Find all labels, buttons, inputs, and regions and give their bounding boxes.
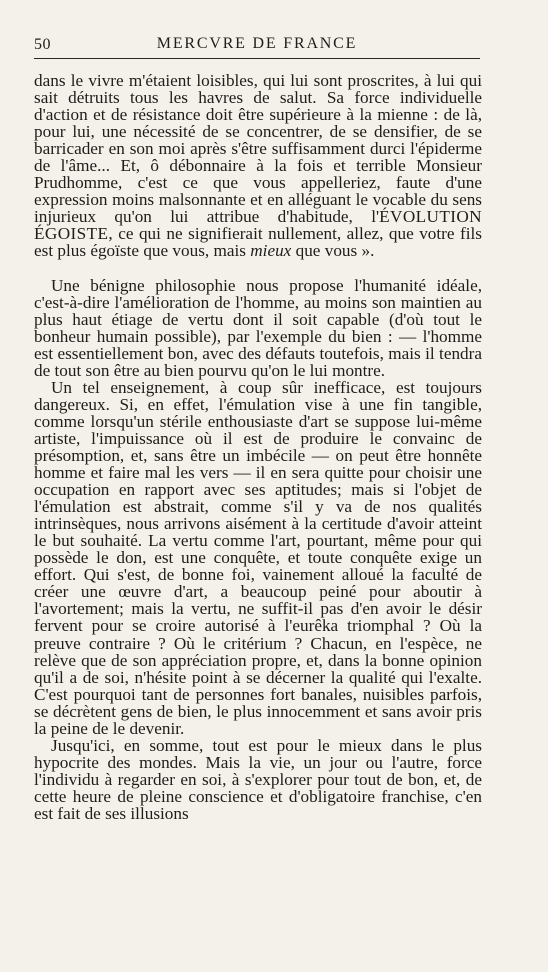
page-header <box>34 34 480 59</box>
paragraph-1-smallcaps: ÉVOLUTION ÉGOISTE <box>34 207 482 244</box>
paragraph-1-prefix: dans le vivre m'étaient loisibles, qui lui sont proscrites, à lui qui sait détruits tous les havres de salut. Sa force individuelle d'action et de résistance doit être supérieure à la mienne : de là, pour lui, une nécessité de se concentrer, de se densifier, de se barricader en son moi après s'être suffisamment durci l'épiderme de l'âme... Et, ô débonnaire à la fois et terrible Monsieur Prudhomme, c'est ce que vous appelleriez, faute d'une expression moins malsonnante et en alléguant le vocable du sens injurieux qu'on lui attribue d'habitude, l' <box>34 71 482 227</box>
article-body <box>34 72 482 822</box>
paragraph-1-middle: , ce qui ne signifierait nullement, allez, que votre fils est plus égoïste que vous, mais <box>34 224 482 261</box>
paragraph-1 <box>34 72 482 260</box>
paragraph-1-italic: mieux <box>250 241 292 261</box>
running-head-title: MERCVRE DE FRANCE <box>156 35 358 52</box>
page-number: 50 <box>34 36 51 53</box>
paragraph-2: Une bénigne philosophie nous propose l'humanité idéale, c'est-à-dire l'amélioration de l'homme, au moins son maintien au plus haut étiage de vertu dont il soit capable (d'où tout le bonheur humain possible), par l'exemple du bien : — l'homme est essentiellement bon, avec des défauts toutefois, mais il tendra de tout son être au bien pourvu qu'on le lui montre. <box>34 275 482 380</box>
paragraph-4: Jusqu'ici, en somme, tout est pour le mieux dans le plus hypocrite des mondes. Mais la vie, un jour ou l'autre, force l'individu à regarder en soi, à s'explorer pour tout de bon, et, de cette heure de pleine conscience et d'obligatoire franchise, c'en est fait de ses illusions <box>34 735 482 823</box>
paragraph-3: Un tel enseignement, à coup sûr inefficace, est toujours dangereux. Si, en effet, l'émulation vise à une fin tangible, comme lorsqu'un stérile enthousiaste d'art se suppose lui-même artiste, l'impuissance où il est de produire le convainc de présomption, et, sans être un imbécile — on peut être honnête homme et faire mal les vers — il en sera quitte pour choisir une occupation en rapport avec ses aptitudes; mais si l'objet de l'émulation est abstrait, comme s'il y va de nos qualités intrinsèques, nous arrivons aisément à la certitude d'avoir atteint le but souhaité. La vertu comme l'art, pourtant, même pour qui possède le don, est une conquête, et toute conquête exige un effort. Qui s'est, de bonne foi, vainement alloué la faculté de créer une œuvre d'art, a beaucoup peiné pour aboutir à l'avortement; mais la vertu, ne suffit-il pas d'en avoir le désir fervent pour se croire autorisé à l'eurêka triomphal ? Où la preuve contraire ? Où le critérium ? Chacun, en l'espèce, ne relève que de son appréciation propre, et, dans la bonne opinion qu'il a de soi, n'hésite point à se décerner la qualité qui l'exalte. C'est pourquoi tant de personnes fort banales, nuisibles parfois, se décrètent gens de bien, le plus innocemment et sans avoir pris la peine de le devenir. <box>34 377 482 738</box>
paragraph-1-suffix: que vous ». <box>291 241 375 261</box>
